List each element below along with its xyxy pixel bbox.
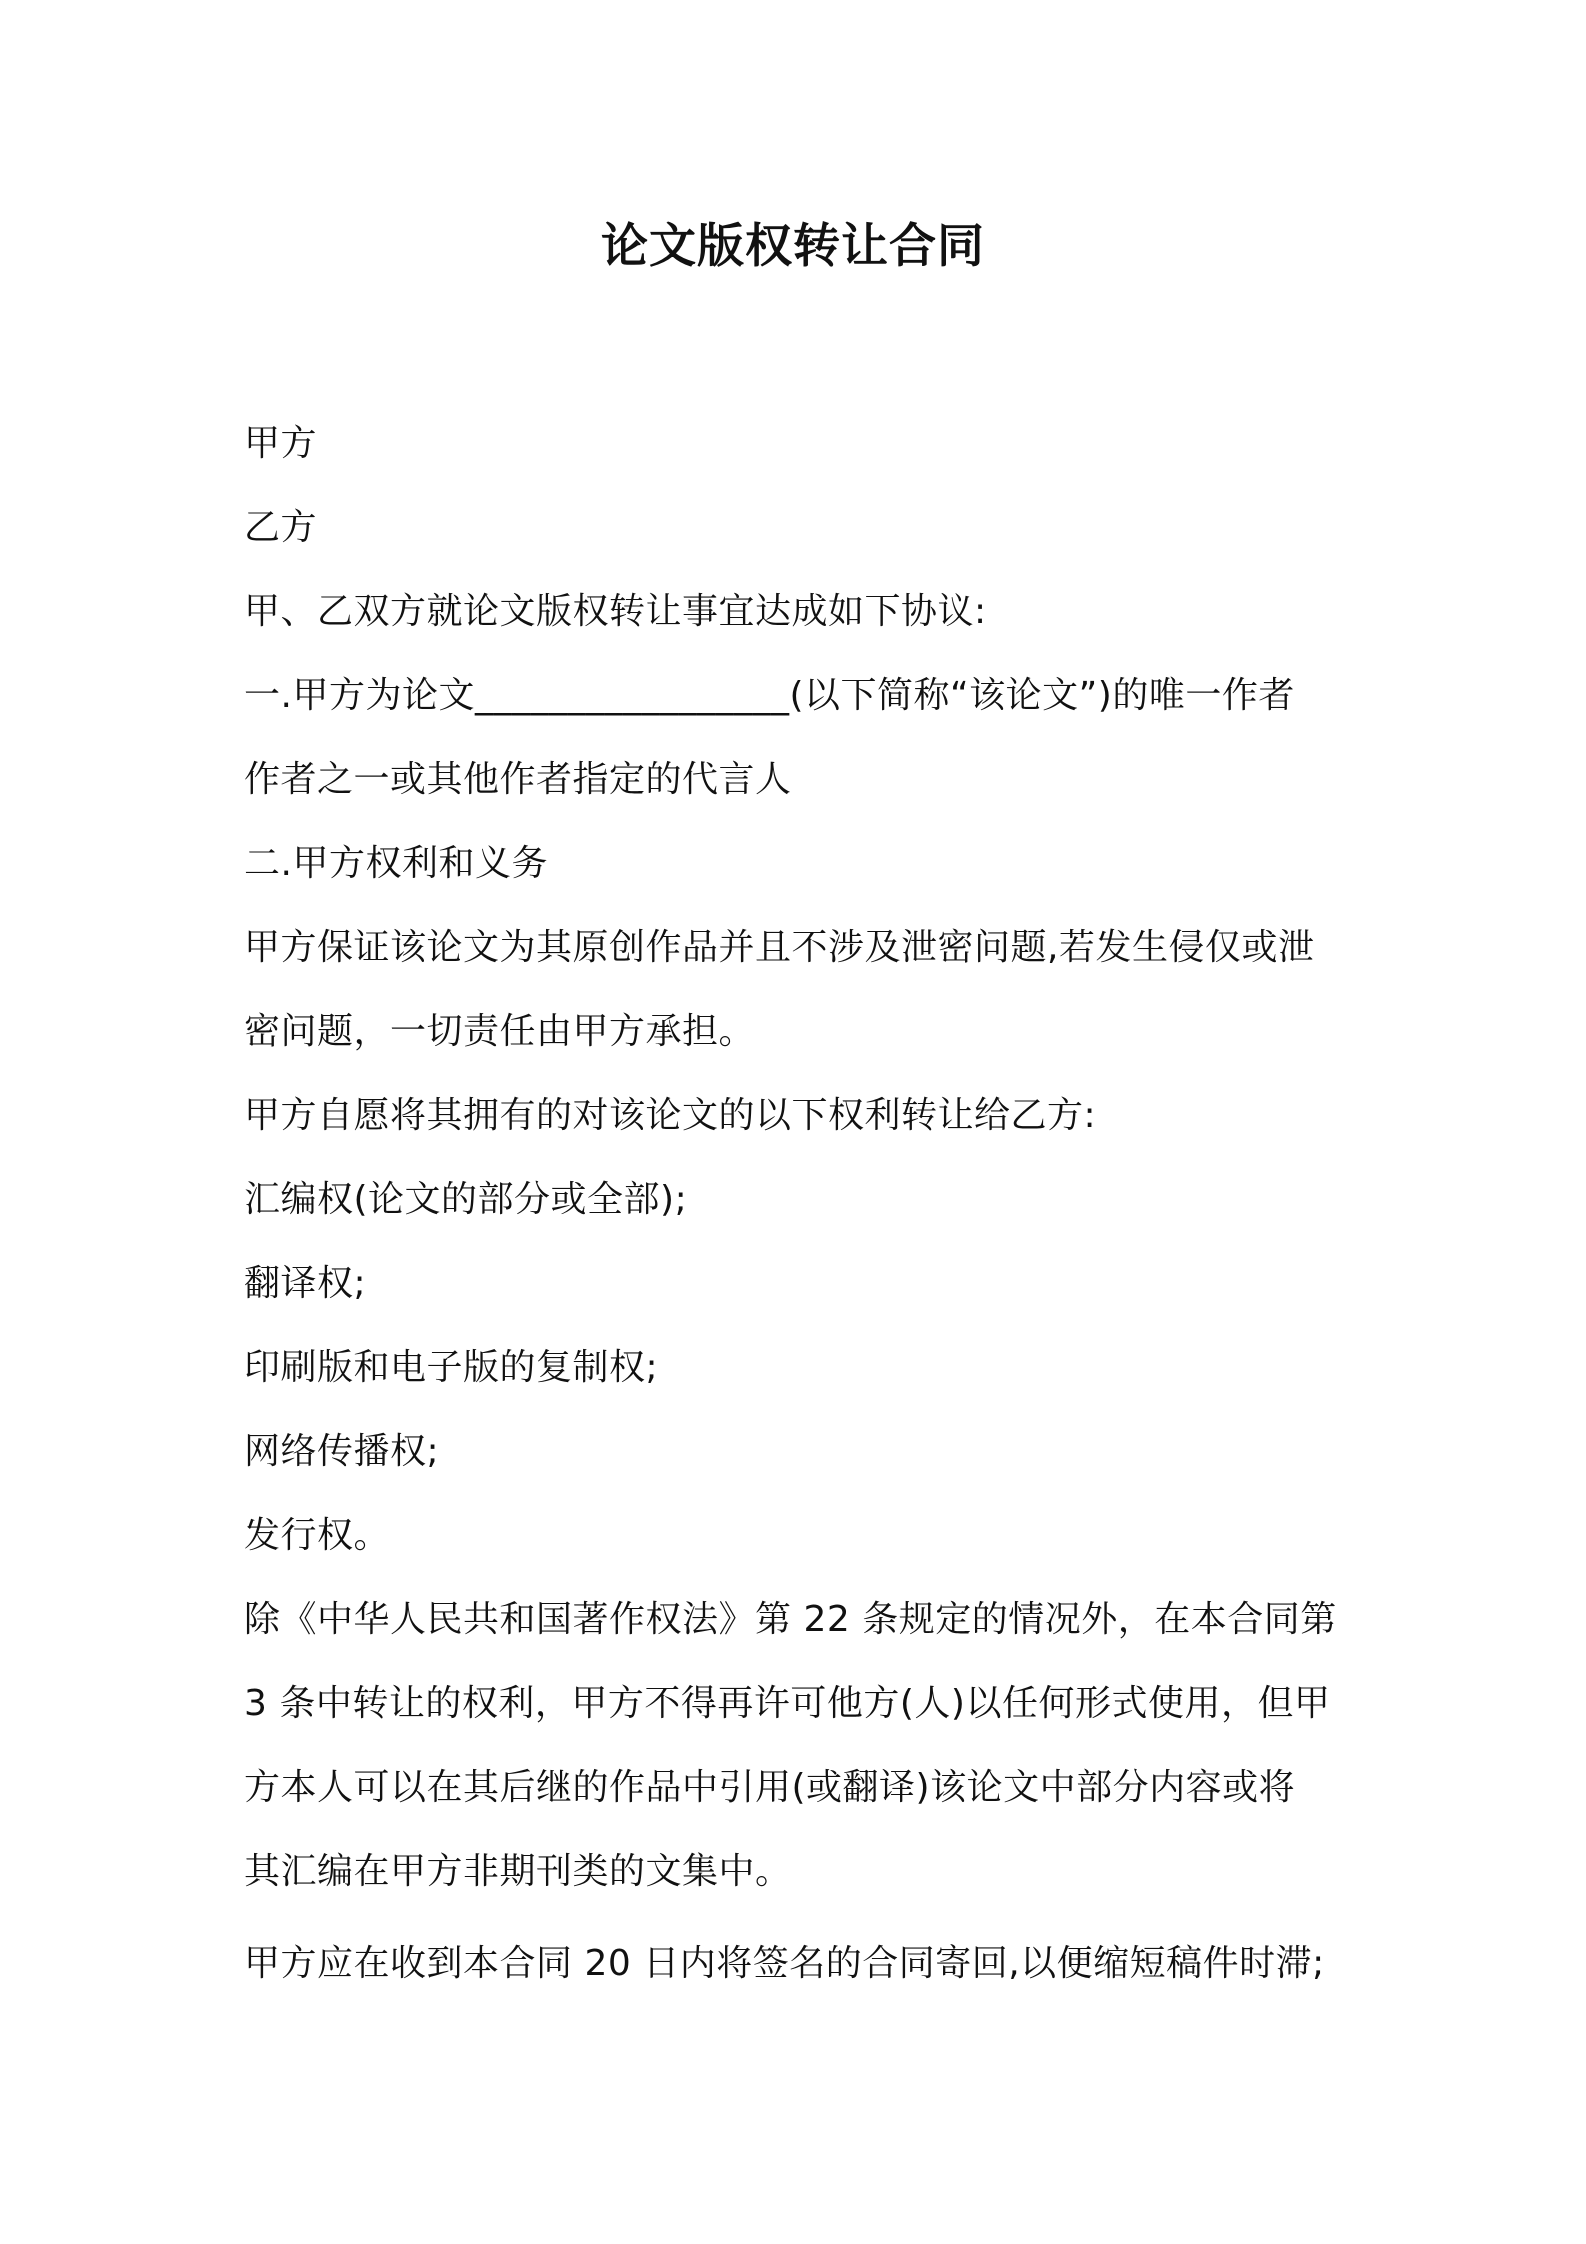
party-a-line: 甲方 [244, 423, 318, 464]
exception-text-line-2: 3 条中转让的权利，甲方不得再许可他方(人)以任何形式使用，但甲 [244, 1683, 1331, 1724]
exception-text-line-1: 除《中华人民共和国著作权法》第 22 条规定的情况外，在本合同第 [244, 1599, 1337, 1640]
document-title: 论文版权转让合同 [601, 219, 985, 274]
rights-transfer-intro: 甲方自愿将其拥有的对该论文的以下权利转让给乙方: [244, 1095, 1097, 1136]
clause-1-line-2: 作者之一或其他作者指定的代言人 [244, 759, 792, 800]
exception-text-line-4: 其汇编在甲方非期刊类的文集中。 [244, 1851, 792, 1892]
rights-item-distribution: 发行权。 [244, 1515, 391, 1556]
rights-item-network: 网络传播权; [244, 1431, 440, 1472]
clause-2-heading: 二.甲方权利和义务 [244, 843, 548, 884]
clause-2-text-line-2: 密问题，一切责任由甲方承担。 [244, 1011, 756, 1052]
rights-item-compilation: 汇编权(论文的部分或全部); [244, 1179, 688, 1220]
rights-item-reproduction: 印刷版和电子版的复制权; [244, 1347, 659, 1388]
rights-item-translation: 翻译权; [244, 1263, 367, 1304]
clause-2-text-line-1: 甲方保证该论文为其原创作品并且不涉及泄密问题,若发生侵仅或泄 [244, 927, 1315, 968]
document-body [244, 402, 1364, 2006]
exception-text-line-3: 方本人可以在其后继的作品中引用(或翻译)该论文中部分内容或将 [244, 1767, 1296, 1808]
agreement-intro: 甲、乙双方就论文版权转让事宜达成如下协议: [244, 591, 987, 632]
party-b-line: 乙方 [244, 507, 318, 548]
return-contract-line: 甲方应在收到本合同 20 日内将签名的合同寄回,以便缩短稿件时滞; [244, 1943, 1325, 1984]
clause-1-line-1: 一.甲方为论文_________________(以下简称“该论文”)的唯一作者 [244, 675, 1295, 716]
